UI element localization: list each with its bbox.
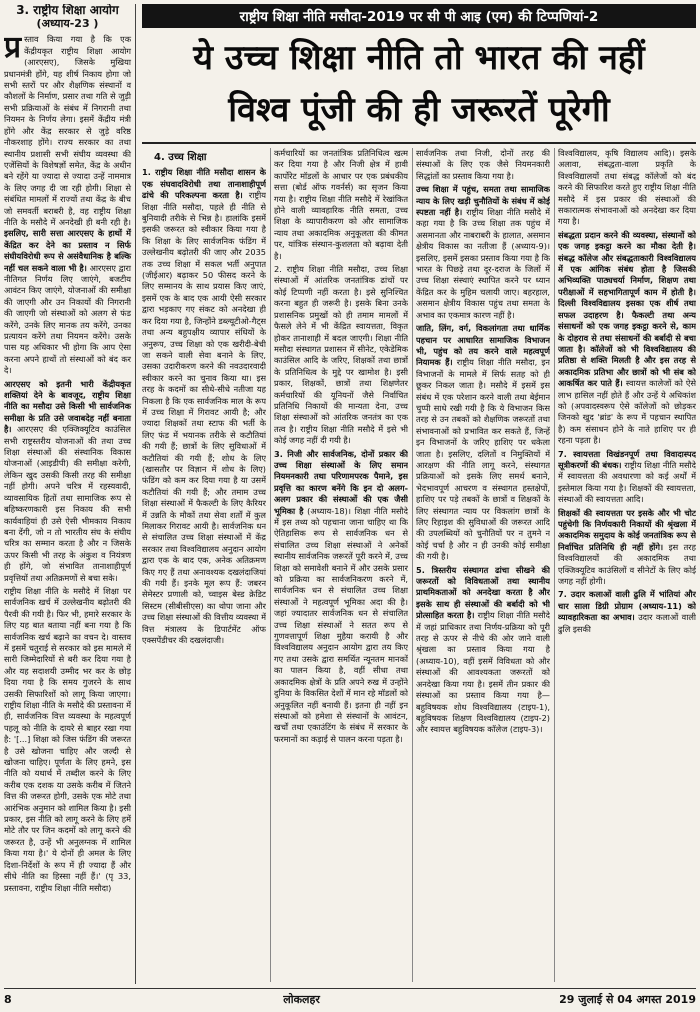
col3-point-4-bold: उच्च शिक्षा में पहुंच, समता तथा सामाजिक न्याय के लिए खड़ी चुनौतियों के संबंध में कोई स्पष्टता नहीं है। xyxy=(416,184,550,218)
col2-point-3: (अध्याय-18)। शिक्षा नीति मसौदे में इस तथ्य को पहचाना जाना चाहिए था कि ऐतिहासिक रूप से सार्वजनिक धन से संचालित उच्च शिक्षा संस्थाओं ने अनेकों स्थानीय सार्वजनिक जरूरतें पूरी करने में, उच्च शिक्षा को समावेशी बनाने में और उसके प्रसार को प्रक्रिया का सार्वजनिकरण करने में, सार्वजनिक धन से संचालित उच्च शिक्षा संस्थाओं ने महत्वपूर्ण भूमिका अदा की है। जहां ज्यादातर सार्वजनिक धन से संचालित उच्च शिक्षा संस्थाओं ने सतत रूप से गुणवत्तापूर्ण शिक्षा मुहैया करायी है और विश्वविद्यालय अनुदान आयोग द्वारा तय किए गए तथा उसके द्वारा समर्थित न्यूनतम मानकों का पालन किया है, वहीं सीधा तथा अकादमिक क्षेत्रों के प्रति अपने रुख में उन्होंने दुनिया के विकसित देशों में मान रहे मॉडलों को अनुकूलित नहीं बनायी हैं। इतना ही नहीं इन संस्थाओं को हमेशा से संस्थानों के आवंटन, खर्चों तथा एकाउंटिंग के संबंध में सरकार के फरमानों का कड़ाई से पालन करना पड़ता है। xyxy=(274,505,408,744)
col2-point-2: 2. राष्ट्रीय शिक्षा नीति मसौदा, उच्च शिक्षा संस्थाओं में आंतरिक जनतांत्रिक ढांचों पर कोई टिप्पणी नहीं करता है। इसे सुनिश्चित करना बहुत ही जरूरी है। इसके बिना उनके प्रशासनिक प्रमुखों को ही तमाम मामलों में फैसले लेने में भी केंद्रित स्वायत्तता, विकृत होकर तानाशाही में बदल जाएगी। शिक्षा नीति मसौदा संस्थागत प्रशासन में सीनेट, एकेडेमिक काउंसिल आदि के जरिए, शिक्षकों तथा छात्रों के प्रतिनिधित्व के मुद्दे पर खामोश है। इसी प्रकार, शिक्षकों, छात्रों तथा शिक्षणेतर कर्मचारियों की यूनियनों जैसे निर्वाचित प्रतिनिधि निकायों की मान्यता देना, उच्च शिक्षा संस्थाओं को आंतरिक जनतंत्र का एक तत्व है। राष्ट्रीय शिक्षा नीति मसौदे में इसे भी कोई जगह नहीं दी गयी है। xyxy=(274,264,408,446)
left-article-heading xyxy=(4,4,131,30)
series-banner-title: राष्ट्रीय शिक्षा नीति मसौदा-2019 पर सी पी आइ (एम) की टिप्पणियां-2 xyxy=(239,9,599,25)
col4-para-2-bold: संबद्धता प्रदान करने की व्यवस्था, संस्थानों को एक जगह इकट्ठा करने का मौका देती है। संबद्ध कॉलेज और संबद्धताकारी विश्वविद्यालय में एक आंगिक संबंध होता है जिसकी अभिव्यक्ति पाठ्यचर्या निर्माण, शिक्षण तथा परीक्षाओं में सहभागितापूर्ण काम में होती है। दिल्ली विश्वविद्यालय इसका एक शीर्ष तथा सफल उदाहरण है। फैकल्टी तथा अन्य संसाधनों को एक जगह इकट्ठा करने से, काम के दोहराव से तथा संसाधनों की बर्बादी से बचा जाता है। कॉलेजों को भी विश्वविद्यालय की प्रतिष्ठा से शक्ति मिलती है और इस तरह से अकादमिक प्रतिभा और छात्रों को भी संब को आकर्षित कर पाते हैं। xyxy=(558,229,696,389)
body-column-1 xyxy=(142,148,266,982)
col1-point-1-bold: 1. राष्ट्रीय शिक्षा नीति मसौदा शासन के एक संघवादविरोधी तथा तानाशाहीपूर्ण ढांचे की परिकल्पना करता है। xyxy=(142,167,266,201)
col3-point-5-bold: 5. त्रिस्तरीय संस्थागत ढांचा सीखने की जरूरतों को विविधताओं तथा स्थानीय प्राथमिकताओं को अनदेखा करता है और इसके साथ ही संस्थाओं की बर्बादी को भी प्रोत्साहित करता है। xyxy=(416,564,550,621)
publication-name: लोकलहर xyxy=(283,992,320,1006)
left-column-article xyxy=(4,4,136,984)
series-banner xyxy=(142,4,696,28)
headline-line-2: विश्व पूंजी की ही जरूरतें पूरेगी xyxy=(228,90,610,130)
left-para-2-bold: इसलिए, सारी सत्ता आरएसए के हाथों में केंद्रित कर देने का प्रस्ताव न सिर्फ संघीयविरोधी रूप से असंवैधानिक है बल्कि नहीं चल सकने वाला भी है। xyxy=(4,228,131,273)
section-heading-higher-education: 4. उच्च शिक्षा xyxy=(154,152,207,163)
left-article-title: 3. राष्ट्रीय शिक्षा आयोग xyxy=(16,4,119,17)
page-number: 8 xyxy=(4,992,12,1006)
headline-divider xyxy=(142,142,696,144)
col3-para-3: राष्ट्रीय शिक्षा नीति मसौदा, इन विभाजनों के मामले में सिर्फ सतह को ही छूकर निकल जाता है। मसौदे में इसमें इस संबंध में एक परेशान करने वाली तथा बेईमान चुप्पी साधे रखी गयी है कि ये विभाजन किस तरह से उन तबकों को शैक्षणिक जरूरतों तथा संभावनाओं को प्रभावित कर सकते हैं, जिन्हें इन विभाजनों के जरिए हाशिए पर धकेला जाता है। इसलिए, दलितों व निमुक्तियों में आरक्षण की नीति लागू करने, संस्थागत प्रक्रियाओं को इसके लिए समर्थ बनाने, भेदभावपूर्ण आचरण व संस्थागत हस्तक्षेपों, हाशिए पर पड़े तबकों के छात्रों व शिक्षकों के लिए संस्थागत न्याय पर विकलांग छात्रों के लिए रिहाइश की सुविधाओं की जरूरत आदि की उपलब्धियों को चुनौतियों पर न तुमने न कोई चर्चा है और न ही उनकी कोई समीक्षा की गयी है। xyxy=(416,357,550,562)
col2-para-1: कर्मचारियों का जनतांत्रिक प्रतिनिधित्व खत्म कर दिया गया है और निजी क्षेत्र में हावी कार्पोरेट मॉडलों के आधार पर एक प्रबंधकीय सत्ता (बोर्ड ऑफ गवर्नर्स) का सृजन किया गया है। राष्ट्रीय शिक्षा नीति मसौदे में रेखांकित होने वाली व्यावहारिक नीति समता, उच्च शिक्षा के व्यापारीकरण को और सामाजिक न्याय तथा अकादमिक अनुकूलता की कीमत पर, यांत्रिक संस्थान-कुशलता को बढ़ावा देती है। xyxy=(274,148,408,261)
drop-cap: प्र xyxy=(4,30,22,66)
column-divider xyxy=(554,148,555,982)
headline xyxy=(142,32,696,140)
col3-point-4: राष्ट्रीय शिक्षा नीति मसौदे में कहा गया है कि उच्च शिक्षा तक पहुंच में असमानता और नाबराबरी के हालात, असमान क्षेत्रीय विकास का नतीजा हैं (अध्याय-9)। इसलिए, इसमें इसका प्रस्ताव किया गया है कि भारत के पिछड़े तथा दूर-दराज के जिलों में उच्च शिक्षा संस्थाएं स्थापित करने पर ध्यान केंद्रित कर के मुहिम चलायी जाए। बहरहाल, असमान क्षेत्रीय विकास पहुंच तथा समता के अभाव का एकमात्र कारण नहीं है। xyxy=(416,207,550,320)
left-para-1: स्ताव किया गया है कि एक केंद्रीयकृत राष्ट्रीय शिक्षा आयोग (आरएसए), जिसके मुखिया प्रधानमंत्री होंगे, यह शीर्ष निकाय होगा जो सभी स्तरों पर और शैक्षणिक संस्थानों व कौशलों के निर्माण, प्रसार तथा गति से जुड़ी सभी प्रक्रियाओं के संबंध में निगरानी तथा नियमन के निर्णय लेगा। इसमें केंद्रीय मंत्री होंगे और केंद्र सरकार से जुड़े वरिष्ठ नौकरशाह होंगे। राज्य सरकार का तथा स्थानीय प्रशासी सभी संघीय व्यवस्था की एजेंसियों के विशेषज्ञों समेत, केंद्र के अधीन बने रहेंगे या ज्यादा से ज्यादा उन्हें नाममात्र के लिए जगह दी जा रही होगी। शिक्षा से संबंधित मामलों में राज्यों तथा केंद्र के बीच जो समवर्ती बराबरी है, वह राष्ट्रीय शिक्षा नीति के मसौदे में अनदेखी ही बनी रही है। xyxy=(4,34,131,227)
col4-point-liberal-arts-bold: 7. उदार कलाओं वाली ढुलि में भांतियां और चार साला डिग्री प्रोग्राम (अध्याय-11) को व्यावहारिकता का अभाव। xyxy=(558,589,696,623)
page-footer xyxy=(4,988,696,1009)
col2-point-3-bold: 3. निजी और सार्वजनिक, दोनों प्रकार की उच्च शिक्षा संस्थाओं के लिए समान नियमनकारी तथा परिणामपरक पैमाने, इस प्रवृत्ति का कारण बनेंगे कि इन दो अलग-अलग प्रकार की संस्थाओं की एक जैसी भूमिका है xyxy=(274,448,408,516)
headline-line-1: ये उच्च शिक्षा नीति तो भारत की नहीं xyxy=(193,38,645,78)
col4-para-1: विश्वविद्यालय, कृषि विद्यालय आदि)। इसके अलावा, संबद्धता-वाला प्रकृति के विश्वविद्यालयों तथा संबद्ध कॉलेजों को बंद करने की सिफारिश करते हुए राष्ट्रीय शिक्षा नीति मसौदे में इस प्रकार की संस्थाओं की सकारात्मक संभावनाओं को अनदेखा कर दिया गया है। xyxy=(558,148,696,227)
left-para-2: आरएसए द्वारा नीतिगत निर्णय लिए जाएंगे, बजटीय आवंटन किए जाएंगे, योजनाओं की समीक्षा की जाएगी और उन निकायों की निगरानी की जाएगी जो संस्थाओं को अलग से फंड करेंगे, उनके लिए मानक तय करेंगे, उनका प्रत्यायन करेंगे तथा नियमन करेंगे। उसके पास यह अधिकार भी होगा कि आप ऐसा करना अपने हाथों तो संस्थाओं को बंद कर दे। xyxy=(4,262,131,376)
col4-para-4-bold: शिक्षकों की स्वायत्तता पर इसके और भी चोट पहुंचेगी कि निर्णयकारी निकायों की श्रृंखला में अकादमिक समुदाय के कोई जनतांत्रिक रूप से निर्वाचित प्रतिनिधि ही नहीं होंगे। xyxy=(558,507,696,552)
col1-point-1: राष्ट्रीय शिक्षा नीति मसौदा, पहले ही नीति से बुनियादी तरीके से भिन्न है। हालांकि इसमें इसकी जरूरत को स्वीकार किया गया है कि शिक्षा के लिए सार्वजनिक फंडिंग में उल्लेखनीय बढ़ोतरी की जाए और 2035 तक उच्च शिक्षा में सकल भर्ती अनुपात (जीईआर) बढ़ाकर 50 फीसद करने के लिए सम्मानय के साथ प्रयास किए जाएं, इसमें एक के बाद एक आयी ऐसी सरकार द्वारा भड़काए गए संकट को अनदेखा ही कर दिया गया है, जिन्होंने डब्ल्यूटीओ-गैट्स तथा अन्य बहुपक्षीय व्यापार संधियों के अनुरूप, उच्च शिक्षा को एक खरीदी-बेची जा सकने वाली सेवा बनाने के लिए, उसका उदारीकरण करने की नवउदारवादी स्वीकार करने का चुनाव किया था। इस तरह के कदमों का सीधे-सीधे नतीजा यह निकला है कि एक सार्वजनिक माल के रूप में उच्च शिक्षा में गिरावट आयी है; और ज्यादा शिक्षकों तथा स्टाफ की भर्ती के लिए फंड में भयानक तरीके से कटौतियां की गयी हैं; छात्रों के लिए सुविधाओं में कटौतियां की गयी हैं; शोध के लिए (खासतौर पर विज्ञान में शोध के लिए) फंडिंग को कम कर दिया गया है या उसमें कटौतियां की गयी हैं; और तमाम उच्च शिक्षा संस्थाओं में फैकल्टी के लिए कैरियर में उन्नति के मौकों तथा सेवा शर्तों में कुल मिलाकर गिरावट आयी है। सार्वजनिक धन से संचालित उच्च शिक्षा संस्थाओं में केंद्र सरकार तथा विश्वविद्यालय अनुदान आयोग द्वारा एक के बाद एक, अनेक अतिक्रमण किए गए हैं तथा अनावश्यक दखलंदाजियां की गयी हैं। इनके मूल रूप हैं: जबरन सेमेस्टर प्रणाली को, च्वाइस बेस्ड क्रेडिट सिस्टम (सीबीसीएस) का थोपा जाना और उच्च शिक्षा संस्थाओं की वित्तीय व्यवस्था में वित्त मंत्रालय के डिपार्टमेंट ऑफ एक्सपेंडीचर की दखलंदाजी। xyxy=(142,190,266,646)
col3-point-5: राष्ट्रीय शिक्षा नीति मसौदे में जहां प्राधिकार तथा निर्णय-प्रक्रिया को पूरी तरह से ऊपर से नीचे की ओर जाने वाली श्रृंखला का प्रस्ताव किया गया है (अध्याय-10), वहीं इसमें विविधता को और संस्थाओं की आवश्यकता जरूरतों को अनदेखा किया गया है। इसमें तीन प्रकार की संस्थाओं का प्रस्ताव किया गया है—बहुविषयक शोध विश्वविद्यालय (टाइप-1), बहुविषयक शिक्षण विश्वविद्यालय (टाइप-2) और स्वायत्त बहुविषयक कॉलेज (टाइप-3)। xyxy=(416,610,550,735)
col3-para-3-bold: जाति, लिंग, वर्ग, विकलांगता तथा धार्मिक पहचान पर आधारित सामाजिक विभाजन भी, पहुंच को तय करने वाले महत्वपूर्ण नियामक हैं। xyxy=(416,323,550,368)
col4-point-liberal-arts: उदार कलाओं वाली ढुलि इसकी xyxy=(558,612,696,634)
body-column-3 xyxy=(416,148,550,982)
issue-date: 29 जुलाई से 04 अगस्त 2019 xyxy=(559,992,696,1006)
body-column-4 xyxy=(558,148,696,982)
left-para-3: आरएसए की एक्जिक्यूटिव काउंसिल सभी राष्ट्रस्तरीय योजनाओं की तथा उच्च शिक्षा संस्थाओं की संस्थानिक विकास योजनाओं (आइडीपी) की समीक्षा करेगी, लेकिन खुद उसकी किसी तरह की समीक्षा नहीं होगी। अपने चरित्र में रहस्यवादी, व्यावसायिक हितों तथा सामाजिक रूप से बहिष्करणकारी इस निकाय की सभी कार्यवाहियां ही उसे ऐसी भीमकाय निकाय बना देंगी, जो न तो भारतीय संघ के संघीय चरित्र का सम्मान करता है और न जिसके ऊपर किसी भी तरह के अंकुश व नियंत्रण ही होंगे, जो संभावित तानाशाहीपूर्ण प्रवृत्तियों तथा अतिक्रमणों से बचा सके। xyxy=(4,424,131,583)
col4-point-7-bold: 7. स्वायत्तता विखंडनपूर्ण तथा विवादास्पद सूत्रीकरणों की बंधक। xyxy=(558,448,696,470)
col4-point-7: राष्ट्रीय शिक्षा नीति मसौदे में स्वायत्तता की अवधारणा को कई अर्थों में इस्तेमाल किया गया है। शिक्षकों की स्वायत्तता, संस्थाओं की स्वायत्तता आदि। xyxy=(558,459,696,505)
column-divider xyxy=(270,148,271,982)
col3-para-1: सार्वजनिक तथा निजी, दोनों तरह की संस्थाओं के लिए एक जैसे नियमनकारी सिद्धांतों का प्रस्ताव किया गया है। xyxy=(416,148,550,181)
column-divider xyxy=(412,148,413,982)
left-para-4: राष्ट्रीय शिक्षा नीति के मसौदे में शिक्षा पर सार्वजनिक खर्च में उल्लेखनीय बढ़ोतरी की पैरवी की गयी है। फिर भी, हमारे सरकार के लिए यह बात बताया नहीं बना गया है कि सार्वजनिक खर्च बढ़ाने का वचन दे। वास्तव में इसमें चतुराई से सरकार को इस मामले में सारी जिम्मेदारियों से बरी कर दिया गया है और यह सदाशयी उम्मीद भर कर के छोड़ दिया गया है कि समय गुजरने के साथ उसकी सिफारिशों को लागू किया जाएगा। राष्ट्रीय शिक्षा नीति के मसौदे की प्रस्तावना में ही, सार्वजनिक वित्त व्यवस्था के महत्वपूर्ण पहलू को नीति के दायरे से बाहर रखा गया है: '[...] शिक्षा को जिस फंडिंग की जरूरत है उसे खोजना चाहिए और जल्दी से खोजना चाहिए। पूर्णता के लिए हमने, इस नीति को यथार्थ में तब्दील करने के लिए करीब एक दशक या उसके करीब में जितने वित्त की जरूरत होगी, उसके एक मोटे तथा आरंभिक अनुमान को शामिल किया है। इसी प्रकार, इस नीति को लागू करने के लिए हमें मोटे तौर पर जिन कदमों को लागू करने की जरूरत है, उन्हें भी अनुलग्नक में शामिल किया गया है।' ये दोनों ही अमल के लिए दिशा-निर्देशों के रूप में ही ज्यादा हैं और सीधे नीति का हिस्सा नहीं हैं।' (पृ 33, प्रस्तावना, राष्ट्रीय शिक्षा नीति मसौदा) xyxy=(4,585,131,893)
col4-para-4: इस तरह विश्वविद्यालयों की अकादमिक तथा एक्जिक्यूटिव काउंसिलों व सीनेटों के लिए कोई जगह नहीं होगी। xyxy=(558,541,696,587)
left-para-3-bold: आरएसए को इतनी भारी केंद्रीयकृत शक्तियां देने के बावजूद, राष्ट्रीय शिक्षा नीति का मसौदा उसे किसी भी सार्वजनिक समीक्षा के प्रति उसे जवाबदेह नहीं बनाता है। xyxy=(4,378,131,435)
left-article-chapter: (अध्याय-23 ) xyxy=(36,16,99,30)
left-article-body xyxy=(4,30,131,893)
body-column-2 xyxy=(274,148,408,982)
col4-para-2: स्वायत्त कालेजों को ऐसे लाभ हासिल नहीं होते हैं और उन्हें ये अधिकांश को (अपवादस्वरूप ऐसे कॉलेजों को छोड़कर जिनको खुद 'ब्रांड' के रूप में पहचान स्थापित है) कम संसाधन होने के नाते हाशिए पर ही रहना पड़ता है। xyxy=(558,378,696,446)
